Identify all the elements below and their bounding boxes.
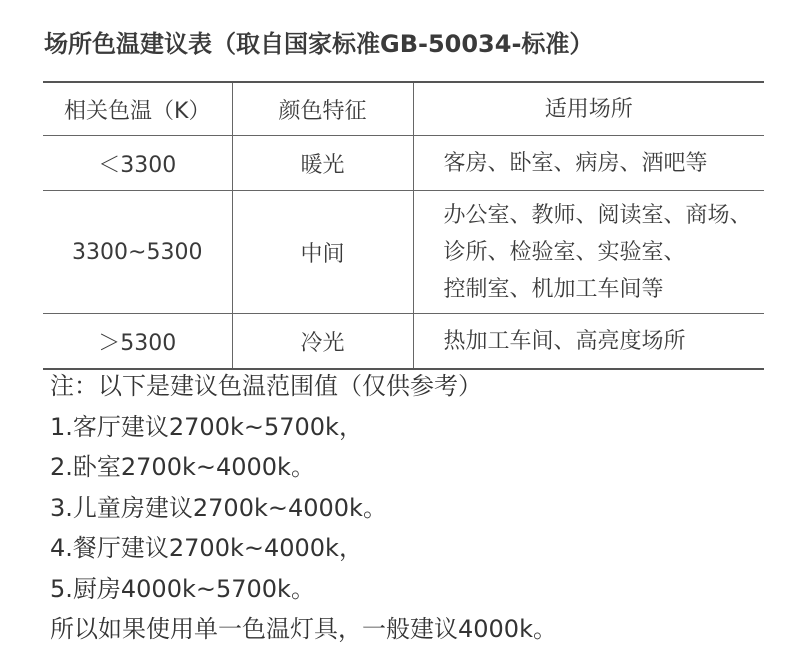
notes-section: [50, 366, 557, 650]
cell-scenario: [413, 191, 764, 314]
scenario-line: 控制室、机加工车间等: [443, 276, 664, 302]
note-heading: 注：以下是建议色温范围值（仅供参考）: [50, 372, 482, 400]
note-item: 3.儿童房建议2700k~4000k。: [50, 493, 387, 522]
header-applicable-places: 适用场所: [413, 82, 764, 136]
scenario-line: 热加工车间、高亮度场所: [443, 328, 686, 354]
cell-feature: 暖光: [232, 136, 413, 191]
cell-feature: 中间: [232, 191, 413, 314]
cell-temperature: ＜3300: [98, 152, 177, 178]
note-item: 5.厨房4000k~5700k。: [50, 574, 315, 603]
note-item: 4.餐厅建议2700k~4000k，: [50, 534, 363, 562]
cell-temperature: 3300~5300: [72, 239, 203, 265]
table-row: [43, 314, 764, 370]
scenario-line: 办公室、教师、阅读室、商场、: [443, 202, 752, 228]
table-row: [43, 191, 764, 314]
header-color-feature: 颜色特征: [232, 82, 413, 136]
cell-scenario: [413, 136, 764, 191]
header-color-temperature: 相关色温（K）: [64, 98, 211, 124]
cell-scenario: [413, 314, 764, 370]
table-header-row: [43, 82, 764, 136]
note-item: 2.卧室2700k~4000k。: [50, 453, 315, 481]
document-title: 场所色温建议表（取自国家标准GB-50034-标准）: [44, 30, 594, 58]
table-row: [43, 136, 764, 191]
note-item: 1.客厅建议2700k~5700k，: [50, 412, 363, 441]
scenario-line: 诊所、检验室、实验室、: [443, 239, 686, 265]
color-temperature-table: [43, 81, 764, 370]
cell-temperature: ＞5300: [98, 330, 177, 356]
scenario-line: 客房、卧室、病房、酒吧等: [443, 150, 708, 176]
note-conclusion: 所以如果使用单一色温灯具，一般建议4000k。: [50, 615, 557, 643]
cell-feature: 冷光: [232, 314, 413, 370]
